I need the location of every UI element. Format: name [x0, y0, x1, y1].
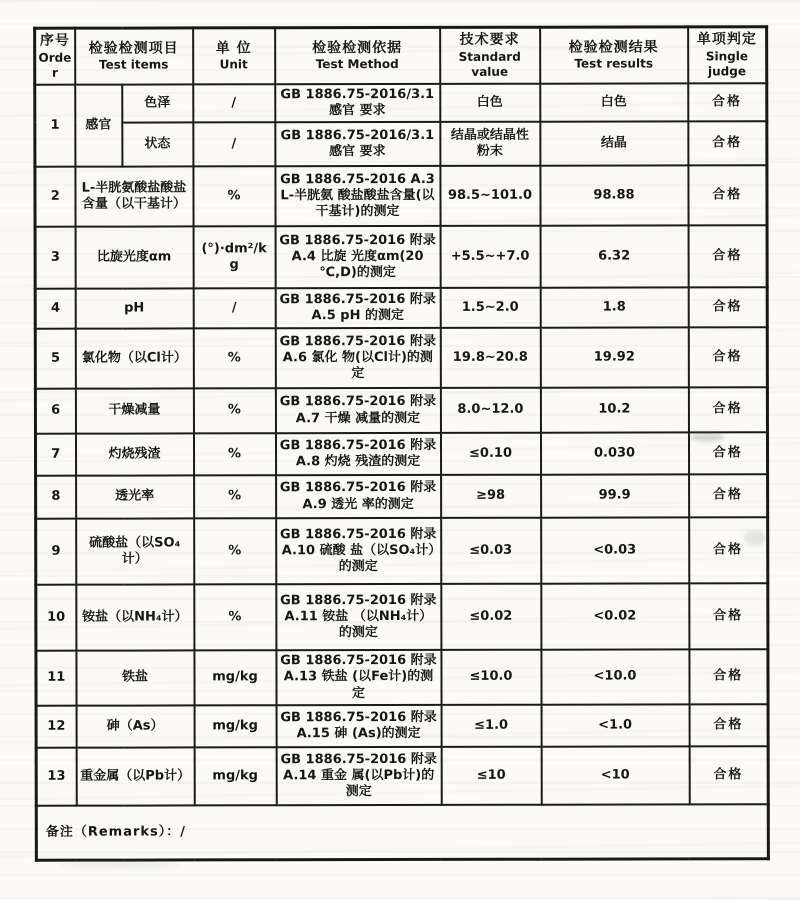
standard-cell: ≤0.10 [440, 433, 540, 475]
order-cell: 8 [36, 476, 76, 519]
method-cell: GB 1886.75-2016 附录 A.6 氯化 物(以Cl计)的测定 [275, 328, 440, 388]
result-cell: 白色 [540, 83, 688, 122]
test-item-cell: 干燥减量 [75, 388, 193, 433]
table-row [35, 121, 767, 167]
unit-cell: % [194, 518, 276, 584]
header-row [35, 27, 767, 85]
remarks-row [36, 804, 768, 860]
test-item-group-cell: 感官 [75, 84, 122, 167]
judge-cell: 合格 [688, 225, 767, 287]
result-cell: <1.0 [541, 704, 689, 746]
table-row [35, 387, 767, 434]
standard-cell: ≤0.03 [441, 518, 541, 584]
unit-cell: / [193, 122, 275, 166]
header-method-zh: 检验检测依据 [312, 39, 403, 56]
test-item-cell: L-半胱氨酸盐酸盐 含量（以干基计） [75, 166, 193, 226]
header-items-zh: 检验检测项目 [88, 39, 179, 57]
result-cell: <10 [541, 746, 689, 804]
header-order-zh: 序号 [39, 32, 70, 49]
col-header-standard [440, 27, 540, 83]
judge-cell: 合格 [688, 165, 767, 225]
header-results-zh: 检验检测结果 [568, 38, 659, 56]
method-cell: GB 1886.75-2016 附录 A.11 铵盐 （以NH₄计）的测定 [276, 584, 441, 650]
judge-cell: 合格 [688, 287, 767, 327]
header-unit-en: Unit [219, 57, 248, 72]
test-item-cell: 色泽 [122, 84, 193, 123]
unit-cell: % [194, 584, 276, 650]
standard-cell: 98.5~101.0 [440, 166, 540, 226]
order-cell: 13 [36, 748, 76, 806]
judge-cell: 合格 [689, 649, 768, 704]
table-row [35, 83, 767, 123]
order-cell: 6 [35, 389, 75, 434]
standard-cell: ≤1.0 [441, 705, 541, 747]
judge-cell: 合格 [688, 432, 767, 474]
result-cell: <0.03 [541, 517, 689, 583]
test-item-cell: pH [75, 288, 193, 328]
judge-cell: 合格 [689, 704, 768, 746]
method-cell: GB 1886.75-2016 附录 A.13 铁盐 (以Fe计)的测定 [276, 650, 441, 705]
table-row [36, 704, 768, 748]
method-cell: GB 1886.75-2016 附录 A.14 重金 属(以Pb计)的测定 [276, 747, 441, 805]
col-header-test-items [75, 28, 193, 84]
table-row [36, 746, 768, 806]
unit-cell: mg/kg [194, 747, 276, 805]
test-item-cell: 透光率 [76, 475, 194, 518]
method-cell: GB 1886.75-2016 附录 A.4 比旋 光度αm(20 ℃,D)的测定 [275, 226, 440, 288]
header-judge-en: Single judge [705, 48, 749, 78]
table-row [35, 287, 767, 329]
header-judge-zh: 单项判定 [696, 31, 757, 48]
col-header-results [540, 27, 688, 83]
header-method-en: Test Method [315, 57, 399, 72]
unit-cell: (°)·dm²/kg [193, 226, 275, 288]
header-order-en: Order [38, 50, 72, 80]
standard-cell: 8.0~12.0 [440, 388, 540, 433]
test-item-cell: 硫酸盐（以SO₄计） [76, 518, 194, 584]
result-cell: 6.32 [540, 225, 688, 287]
result-cell: 99.9 [541, 474, 689, 517]
order-cell: 2 [35, 167, 75, 227]
standard-cell: ≤0.02 [441, 584, 541, 650]
standard-cell: ≥98 [441, 475, 541, 518]
header-unit-zh: 单 位 [215, 39, 252, 56]
unit-cell: / [193, 288, 275, 328]
col-header-order [35, 28, 75, 84]
method-cell: GB 1886.75-2016/3.1感官 要求 [275, 83, 440, 122]
scan-smudge [60, 862, 180, 868]
order-cell: 7 [35, 434, 75, 476]
judge-cell: 合格 [688, 83, 767, 122]
test-item-cell: 砷（As） [76, 705, 194, 747]
standard-cell: 结晶或结晶性 粉末 [440, 122, 540, 166]
result-cell: 结晶 [540, 121, 688, 165]
order-cell: 3 [35, 227, 75, 289]
order-cell: 9 [36, 519, 76, 585]
test-report-table [33, 25, 770, 861]
result-cell: 0.030 [540, 432, 688, 474]
report-table-sheet [33, 25, 769, 861]
method-cell: GB 1886.75-2016 附录 A.9 透光 率的测定 [276, 475, 441, 518]
standard-cell: +5.5~+7.0 [440, 226, 540, 288]
table-row [35, 327, 767, 389]
test-item-cell: 铁盐 [76, 650, 194, 705]
test-item-cell: 状态 [122, 122, 193, 166]
header-standard-zh: 技术要求 [459, 31, 520, 48]
unit-cell: % [193, 388, 275, 433]
test-item-cell: 铵盐（以NH₄计） [76, 584, 194, 650]
table-row [35, 165, 767, 227]
judge-cell: 合格 [688, 327, 767, 387]
order-cell: 10 [36, 585, 76, 651]
table-row [35, 432, 767, 476]
standard-cell: ≤10.0 [441, 650, 541, 705]
result-cell: 1.8 [540, 287, 688, 327]
test-item-cell: 灼烧残渣 [75, 433, 193, 475]
method-cell: GB 1886.75-2016 附录 A.8 灼烧 残渣的测定 [275, 433, 440, 475]
header-results-en: Test results [574, 56, 653, 71]
judge-cell: 合格 [689, 746, 768, 804]
method-cell: GB 1886.75-2016 附录 A.10 硫酸 盐（以SO₄计）的测定 [276, 518, 441, 584]
unit-cell: mg/kg [194, 650, 276, 705]
header-items-en: Test items [98, 57, 169, 72]
unit-cell: % [193, 166, 275, 226]
col-header-unit [193, 28, 275, 84]
standard-cell: 白色 [440, 83, 540, 122]
result-cell: 98.88 [540, 165, 688, 225]
method-cell: GB 1886.75-2016 附录 A.5 pH 的测定 [275, 288, 440, 328]
unit-cell: % [193, 328, 275, 388]
test-item-cell: 比旋光度αm [75, 226, 193, 288]
result-cell: <10.0 [541, 649, 689, 704]
remarks-cell: 备注（Remarks）：/ [36, 804, 768, 860]
judge-cell: 合格 [689, 583, 768, 649]
test-item-cell: 氯化物（以Cl计） [75, 328, 193, 388]
result-cell: <0.02 [541, 583, 689, 649]
unit-cell: % [193, 433, 275, 475]
col-header-judge [688, 27, 767, 83]
test-item-cell: 重金属（以Pb计） [76, 747, 194, 805]
table-row [35, 225, 767, 289]
order-cell: 4 [35, 289, 75, 329]
table-row [36, 583, 768, 651]
method-cell: GB 1886.75-2016 附录 A.7 干燥 减量的测定 [275, 388, 440, 433]
header-standard-en: Standard value [458, 49, 521, 79]
method-cell: GB 1886.75-2016 A.3 L-半胱氨 酸盐酸盐含量(以干基计)的测定 [275, 166, 440, 226]
result-cell: 19.92 [540, 327, 688, 387]
method-cell: GB 1886.75-2016/3.1感官 要求 [275, 122, 440, 166]
standard-cell: 19.8~20.8 [440, 328, 540, 388]
judge-cell: 合格 [688, 387, 767, 432]
unit-cell: mg/kg [194, 705, 276, 747]
col-header-method [275, 27, 440, 83]
standard-cell: ≤10 [441, 747, 541, 805]
judge-cell: 合格 [689, 517, 768, 583]
judge-cell: 合格 [689, 474, 768, 517]
unit-cell: / [193, 84, 275, 123]
unit-cell: % [194, 475, 276, 518]
order-cell: 11 [36, 651, 76, 706]
order-cell: 5 [35, 329, 75, 389]
method-cell: GB 1886.75-2016 附录 A.15 砷 (As)的测定 [276, 705, 441, 747]
judge-cell: 合格 [688, 121, 767, 165]
standard-cell: 1.5~2.0 [440, 288, 540, 328]
table-row [36, 474, 768, 519]
result-cell: 10.2 [540, 387, 688, 432]
table-row [36, 517, 768, 585]
order-cell: 1 [35, 84, 75, 167]
order-cell: 12 [36, 706, 76, 748]
table-row [36, 649, 768, 706]
